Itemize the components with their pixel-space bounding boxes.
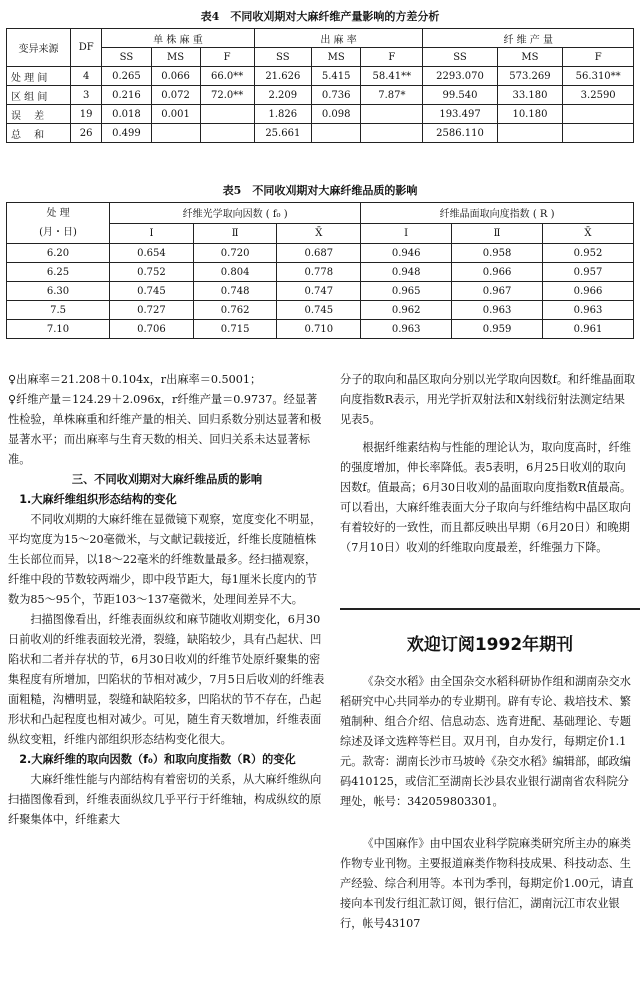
cell: 0.762 [193, 301, 277, 320]
cell: 0.963 [542, 301, 633, 320]
header-group: 出 麻 率 [254, 29, 423, 48]
cell: 0.706 [110, 320, 194, 339]
cell: 0.066 [151, 67, 200, 86]
header-date-label: (月・日) [39, 227, 77, 238]
cell: 58.41** [361, 67, 423, 86]
table-row [7, 301, 634, 320]
cell: 0.946 [361, 244, 452, 263]
row-label: 误 差 [7, 105, 71, 124]
subheader: Ⅰ [361, 223, 452, 244]
row-label: 6.20 [7, 244, 110, 263]
table4 [6, 28, 634, 143]
table5 [6, 202, 634, 339]
cell: 33.180 [497, 86, 563, 105]
header-treatment [7, 203, 110, 244]
row-label: 6.25 [7, 263, 110, 282]
body-paragraph: 根据纤维素结构与性能的理论认为，取向度高时，纤维的强度增加，伸长率降低。表5表明，6月25日收刈的取向因数f。值最高；6月30日收刈的晶面取向度指数R值最高。可以看出，大麻纤维表面大分子取向与纤维结构中晶区取向有着较好的一致性，而且都反映出早期（6月20日）和晚期（7月10日）收刈的纤维取向度最差，纤维强力下降。 [340, 441, 632, 554]
cell: 0.001 [151, 105, 200, 124]
cell: 19 [71, 105, 102, 124]
table-row [7, 105, 634, 124]
ad-column [340, 672, 636, 934]
cell: 66.0** [200, 67, 254, 86]
cell: 26 [71, 124, 102, 143]
cell [563, 124, 634, 143]
table-row [7, 263, 634, 282]
cell: 2.209 [254, 86, 311, 105]
subheader: MS [497, 48, 563, 67]
cell: 25.661 [254, 124, 311, 143]
table5-caption: 表5 不同收刈期对大麻纤维品质的影响 [222, 184, 418, 197]
table-row [7, 282, 634, 301]
cell: 0.715 [193, 320, 277, 339]
cell: 5.415 [312, 67, 361, 86]
cell: 7.87* [361, 86, 423, 105]
cell [361, 124, 423, 143]
cell: 0.961 [542, 320, 633, 339]
subheader: SS [254, 48, 311, 67]
cell [312, 124, 361, 143]
cell [200, 124, 254, 143]
cell: 0.736 [312, 86, 361, 105]
header-source: 变异来源 [7, 29, 71, 67]
cell: 0.687 [277, 244, 361, 263]
header-df: DF [71, 29, 102, 67]
cell: 0.216 [102, 86, 151, 105]
cell: 0.952 [542, 244, 633, 263]
subheader: F [200, 48, 254, 67]
body-paragraph: 扫描图像看出，纤维表面纵纹和麻节随收刈期变化，6月30日前收刈的纤维表面较光滑，裂缝，缺陷较少，具有凸起状、凹陷状和二者并存状的节，6月30日收刈的纤维节处原纤聚集的密集程度有所增加，凹陷状的节相对减少，7月5日后收刈的纤维表面粗糙，沟槽明显，裂缝和缺陷较多，凹陷状的节不存在，凸起形状和凸起程度也相对减少。可见，随生育天数增加，纤维表面纵纹变粗，纤维内部组织形态结构变化很大。 [8, 613, 325, 746]
header-group: 纤维光学取向因数 ( f₀ ) [110, 203, 361, 224]
cell: 0.962 [361, 301, 452, 320]
cell: 0.727 [110, 301, 194, 320]
cell [563, 105, 634, 124]
header-group: 单 株 麻 重 [102, 29, 254, 48]
row-label: 总 和 [7, 124, 71, 143]
cell: 573.269 [497, 67, 563, 86]
subheader: Ⅱ [452, 223, 543, 244]
cell: 0.098 [312, 105, 361, 124]
divider [340, 608, 640, 610]
table-header-row [7, 29, 634, 48]
cell: 0.963 [361, 320, 452, 339]
table-row [7, 320, 634, 339]
table-header-row [7, 203, 634, 224]
row-label: 处 理 间 [7, 67, 71, 86]
body-paragraph: 大麻纤维性能与内部结构有着密切的关系，从大麻纤维纵向扫描图像看到，纤维表面纵纹几乎平行于纤维轴，构成纵纹的原纤聚集体中，纤维素大 [8, 773, 322, 826]
body-paragraph: 不同收刈期的大麻纤维在显微镜下观察，宽度变化不明显，平均宽度为15～20毫微米，与文献记载接近，纤维长度随植株生长部位而异，以18～22毫米的纤维数量最多。经扫描观察，纤维中段的节数较两端少，即中段节距大，每1厘米长度内的节数为85～95个，节距103～137毫微米，处理间差异不大。 [8, 513, 322, 606]
table4-caption: 表4 不同收刈期对大麻纤维产量影响的方差分析 [200, 10, 440, 23]
cell: 0.965 [361, 282, 452, 301]
cell: 2586.110 [423, 124, 497, 143]
header-group: 纤 维 产 量 [423, 29, 634, 48]
cell: 0.499 [102, 124, 151, 143]
table-row [7, 86, 634, 105]
ad-paragraph: 《中国麻作》由中国农业科学院麻类研究所主办的麻类作物专业刊物。主要报道麻类作物科技成果、科技动态、生产经验、综合利用等。本刊为季刊，每期定价1.00元，请直接向本刊发行组汇款订阅，银行信汇，湖南沅江市农业银行，帐号43107 [340, 837, 634, 930]
cell [497, 124, 563, 143]
cell: 0.967 [452, 282, 543, 301]
row-label: 7.5 [7, 301, 110, 320]
regression-paragraph: ♀纤维产量＝124.29＋2.096x，r纤维产量＝0.9737。经显著性检验，单株麻重和纤维产量的相关、回归系数分别达显著和极显著水平；而出麻率与生育天数的相关、回归关系未达显著标准。 [8, 393, 322, 466]
cell: 0.966 [542, 282, 633, 301]
cell: 72.0** [200, 86, 254, 105]
cell: 99.540 [423, 86, 497, 105]
cell: 0.948 [361, 263, 452, 282]
row-label: 7.10 [7, 320, 110, 339]
ad-paragraph: 《杂交水稻》由全国杂交水稻科研协作组和湖南杂交水稻研究中心共同举办的专业期刊。辟有专论、栽培技术、繁殖制种、组合介绍、信息动态、选育进配、基础理论、专题综述及译文选粹等栏目。双月刊，自办发行，每期定价1.1元。款寄：湖南长沙市马坡岭《杂交水稻》编辑部，邮政编码410125，或信汇至湖南长沙县农业银行湖南省农科院分理处，帐号：342059803301。 [340, 675, 631, 808]
cell [200, 105, 254, 124]
left-column [8, 370, 326, 830]
subheader: Ⅰ [110, 223, 194, 244]
cell: 21.626 [254, 67, 311, 86]
table-row [7, 124, 634, 143]
cell: 10.180 [497, 105, 563, 124]
cell: 0.747 [277, 282, 361, 301]
cell: 0.748 [193, 282, 277, 301]
table-row [7, 67, 634, 86]
subheader: SS [423, 48, 497, 67]
subheader: F [361, 48, 423, 67]
cell: 0.710 [277, 320, 361, 339]
ad-title: 欢迎订阅1992年期刊 [406, 635, 574, 655]
cell: 0.957 [542, 263, 633, 282]
subheader: SS [102, 48, 151, 67]
cell [151, 124, 200, 143]
body-paragraph: 分子的取向和晶区取向分别以光学取向因数f。和纤维晶面取向度指数R表示，用光学折双射法和X射线衍射法测定结果见表5。 [340, 373, 636, 426]
subsection-heading: 1.大麻纤维组织形态结构的变化 [19, 493, 177, 506]
cell: 0.265 [102, 67, 151, 86]
cell: 0.654 [110, 244, 194, 263]
regression-equation: ♀出麻率＝21.208＋0.104x，r出麻率＝0.5001； [8, 373, 262, 386]
subheader: Ⅱ [193, 223, 277, 244]
section-heading: 三、不同收刈期对大麻纤维品质的影响 [71, 473, 263, 486]
cell: 193.497 [423, 105, 497, 124]
subheader: X̄ [277, 223, 361, 244]
cell: 1.826 [254, 105, 311, 124]
cell: 0.720 [193, 244, 277, 263]
subheader: F [563, 48, 634, 67]
cell: 0.018 [102, 105, 151, 124]
subheader: MS [151, 48, 200, 67]
cell: 0.745 [110, 282, 194, 301]
cell: 0.072 [151, 86, 200, 105]
subheader: X̄ [542, 223, 633, 244]
cell: 0.778 [277, 263, 361, 282]
cell: 0.958 [452, 244, 543, 263]
row-label: 区 组 间 [7, 86, 71, 105]
row-label: 6.30 [7, 282, 110, 301]
subheader: MS [312, 48, 361, 67]
cell [361, 105, 423, 124]
cell: 3 [71, 86, 102, 105]
header-treatment-label: 处 理 [46, 208, 70, 219]
table-row [7, 244, 634, 263]
cell: 4 [71, 67, 102, 86]
cell: 0.752 [110, 263, 194, 282]
cell: 3.2590 [563, 86, 634, 105]
cell: 0.966 [452, 263, 543, 282]
cell: 0.963 [452, 301, 543, 320]
cell: 0.804 [193, 263, 277, 282]
cell: 2293.070 [423, 67, 497, 86]
subsection-heading: 2.大麻纤维的取向因数（f₀）和取向度指数（R）的变化 [19, 753, 296, 766]
right-column [340, 370, 636, 558]
cell: 0.959 [452, 320, 543, 339]
header-group: 纤维晶面取向度指数 ( R ) [361, 203, 634, 224]
cell: 0.745 [277, 301, 361, 320]
cell: 56.310** [563, 67, 634, 86]
